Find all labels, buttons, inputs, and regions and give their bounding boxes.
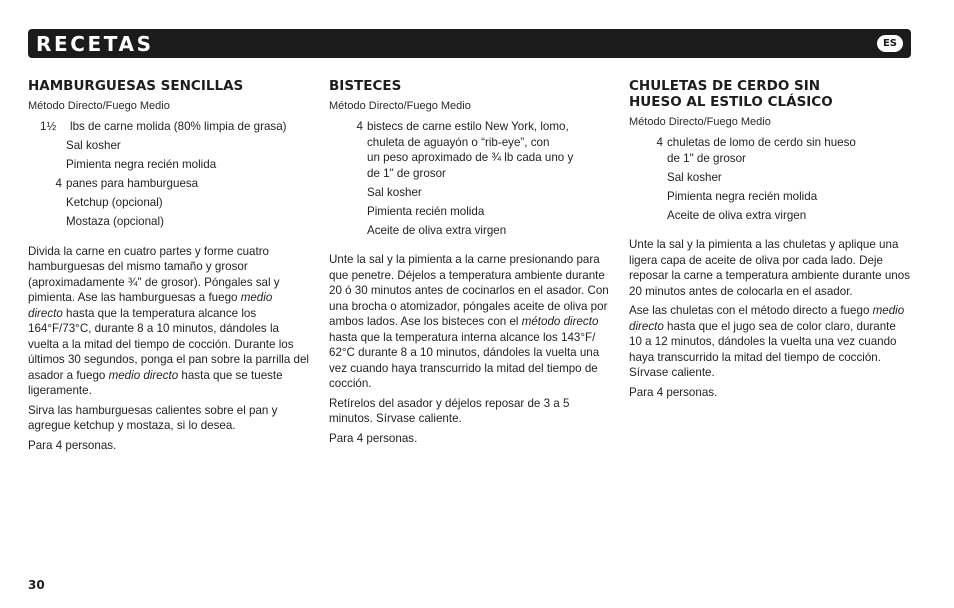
ingredient-text: [66, 157, 309, 173]
ingredient-item: [28, 119, 309, 135]
ingredient-text: [66, 195, 309, 211]
ingredient-item: [28, 195, 309, 211]
ingredient-item: [629, 135, 910, 166]
ingredient-line: Aceite de oliva extra virgen: [667, 208, 807, 222]
ingredient-item: [329, 119, 610, 181]
emphasis-text: método directo: [521, 315, 599, 328]
text-segment: hasta que el jugo sea de color claro, durante 10 a 12 minutos, dándoles la vuelta una vez cuando haya transcurrido la mitad del tiempo de cocción. Sírvase caliente.: [629, 319, 897, 379]
ingredient-text: [367, 119, 610, 181]
ingredient-text: [367, 185, 610, 201]
ingredient-quantity: [28, 157, 66, 173]
ingredient-list: [28, 119, 309, 230]
ingredient-item: [28, 138, 309, 154]
cooking-method: Método Directo/Fuego Medio: [28, 100, 170, 112]
ingredient-line: Sal kosher: [66, 139, 121, 152]
instruction-paragraph: [329, 396, 610, 427]
ingredient-text: [66, 214, 309, 230]
recipe-title: [329, 78, 610, 94]
instructions: [28, 244, 309, 454]
ingredient-item: [629, 170, 910, 186]
ingredient-quantity: [329, 185, 367, 201]
text-segment: Retírelos del asador y déjelos reposar de 3 a 5 minutos. Sírvase caliente.: [329, 396, 570, 425]
instruction-paragraph: [28, 438, 309, 454]
ingredient-line: lbs de carne molida (80% limpia de grasa): [70, 120, 287, 133]
ingredient-line: Sal kosher: [667, 170, 722, 184]
instructions: [629, 237, 910, 400]
instruction-paragraph: [629, 303, 910, 381]
ingredient-text: [66, 176, 309, 192]
ingredient-list: [329, 119, 610, 238]
section-banner: [28, 29, 911, 58]
text-segment: Unte la sal y la pimienta a las chuletas y aplique una ligera capa de aceite de oliva por cada lado. Deje reposar la carne a temperatura ambiente durante unos 20 minutos antes de colocarla en el asador.: [629, 238, 910, 298]
recipe-column: [329, 78, 610, 450]
ingredient-item: [629, 189, 910, 205]
ingredient-quantity: [28, 138, 66, 154]
ingredient-text: [667, 189, 910, 205]
ingredient-text: [667, 135, 910, 166]
instruction-paragraph: [629, 237, 910, 299]
ingredient-item: [28, 176, 309, 192]
ingredient-text: [667, 170, 910, 186]
text-segment: Divida la carne en cuatro partes y forme cuatro hamburguesas del mismo tamaño y grosor (aproximadamente ¾" de grosor). Póngales sal y pimienta. Ase las hamburguesas a fuego: [28, 244, 280, 304]
ingredient-line: Mostaza (opcional): [66, 215, 164, 228]
recipe-title: [629, 78, 910, 110]
instructions: [329, 252, 610, 446]
ingredient-item: [329, 204, 610, 220]
ingredient-line: Pimienta recién molida: [367, 204, 485, 218]
text-segment: Unte la sal y la pimienta a la carne presionando para que penetre. Déjelos a temperatura ambiente durante 20 ó 30 minutos antes de cocinarlos en el asador. Con una brocha o atomizador, póngales aceite de oliva por ambos lados. Ase los bisteces con el: [329, 253, 609, 328]
ingredient-list: [629, 135, 910, 223]
ingredient-item: [629, 208, 910, 224]
recipe-column: [629, 78, 910, 404]
text-segment: Para 4 personas.: [28, 438, 117, 452]
ingredient-line: de 1" de grosor: [367, 166, 446, 180]
instruction-paragraph: [329, 431, 610, 447]
ingredient-quantity: [629, 208, 667, 224]
text-segment: Para 4 personas.: [629, 385, 718, 399]
ingredient-quantity: [629, 189, 667, 205]
text-segment: hasta que la temperatura alcance los 164°F/73°C, durante 8 a 10 minutos, dándoles la vuelta a la mitad del tiempo de cocción. Durante los últimos 30 segundos, ponga el pan sobre la parrilla del asador a fuego: [28, 306, 310, 382]
cooking-method: Método Directo/Fuego Medio: [329, 100, 471, 112]
ingredient-text: [367, 204, 610, 220]
ingredient-line: panes para hamburguesa: [66, 177, 199, 190]
recipe-title: [28, 78, 309, 94]
text-segment: hasta que se tueste ligeramente.: [28, 368, 283, 397]
recipe-title-line: HAMBURGUESAS SENCILLAS: [28, 78, 244, 94]
ingredient-quantity: [629, 170, 667, 186]
text-segment: hasta que la temperatura interna alcance los 143°F/ 62°C durante 8 a 10 minutos, dándoles la vuelta una vez cuando haya transcurrido la mitad del tiempo de cocción.: [329, 330, 600, 390]
ingredient-line: Sal kosher: [367, 185, 422, 199]
ingredient-quantity: [28, 214, 66, 230]
ingredient-line: bistecs de carne estilo New York, lomo,: [367, 120, 569, 133]
ingredient-text: [66, 138, 309, 154]
ingredient-line: de 1" de grosor: [667, 151, 746, 165]
page-number: 30: [28, 578, 45, 592]
ingredient-item: [28, 214, 309, 230]
ingredient-line: Pimienta negra recién molida: [667, 189, 818, 203]
instruction-paragraph: [28, 244, 309, 399]
ingredient-item: [329, 185, 610, 201]
ingredient-quantity: [329, 204, 367, 220]
ingredient-line: chuletas de lomo de cerdo sin hueso: [667, 136, 856, 149]
instruction-paragraph: [28, 403, 309, 434]
instruction-paragraph: [629, 385, 910, 401]
ingredient-item: [28, 157, 309, 173]
recipe-title-line: BISTECES: [329, 78, 402, 94]
text-segment: Para 4 personas.: [329, 431, 418, 445]
ingredient-quantity: [28, 195, 66, 211]
text-segment: Sirva las hamburguesas calientes sobre el pan y agregue ketchup y mostaza, si lo desea.: [28, 403, 278, 432]
recipe-column: [28, 78, 309, 457]
ingredient-text: [70, 119, 309, 135]
ingredient-line: un peso aproximado de ¾ lb cada uno y: [367, 151, 574, 164]
text-segment: Ase las chuletas con el método directo a fuego: [629, 304, 873, 317]
emphasis-text: medio directo: [28, 291, 273, 320]
ingredient-quantity: 4: [55, 177, 62, 190]
ingredient-quantity: [329, 223, 367, 239]
ingredient-item: [329, 223, 610, 239]
ingredient-line: Ketchup (opcional): [66, 196, 163, 209]
ingredient-line: Pimienta negra recién molida: [66, 158, 217, 171]
recipe-title-line: CHULETAS DE CERDO SIN: [629, 78, 821, 94]
cooking-method: Método Directo/Fuego Medio: [629, 116, 771, 128]
emphasis-text: medio directo: [108, 368, 179, 382]
instruction-paragraph: [329, 252, 610, 392]
emphasis-text: medio directo: [629, 304, 905, 333]
ingredient-text: [367, 223, 610, 239]
ingredient-quantity: 1½: [40, 120, 57, 133]
ingredient-text: [667, 208, 910, 224]
ingredient-quantity: 4: [356, 120, 363, 133]
ingredient-line: Aceite de oliva extra virgen: [367, 223, 507, 237]
section-title: RECETAS: [36, 32, 154, 56]
recipe-title-line: HUESO AL ESTILO CLÁSICO: [629, 94, 833, 110]
ingredient-line: chuleta de aguayón o “rib-eye”, con: [367, 135, 550, 149]
ingredient-quantity: 4: [656, 136, 663, 149]
language-badge: ES: [877, 35, 903, 52]
